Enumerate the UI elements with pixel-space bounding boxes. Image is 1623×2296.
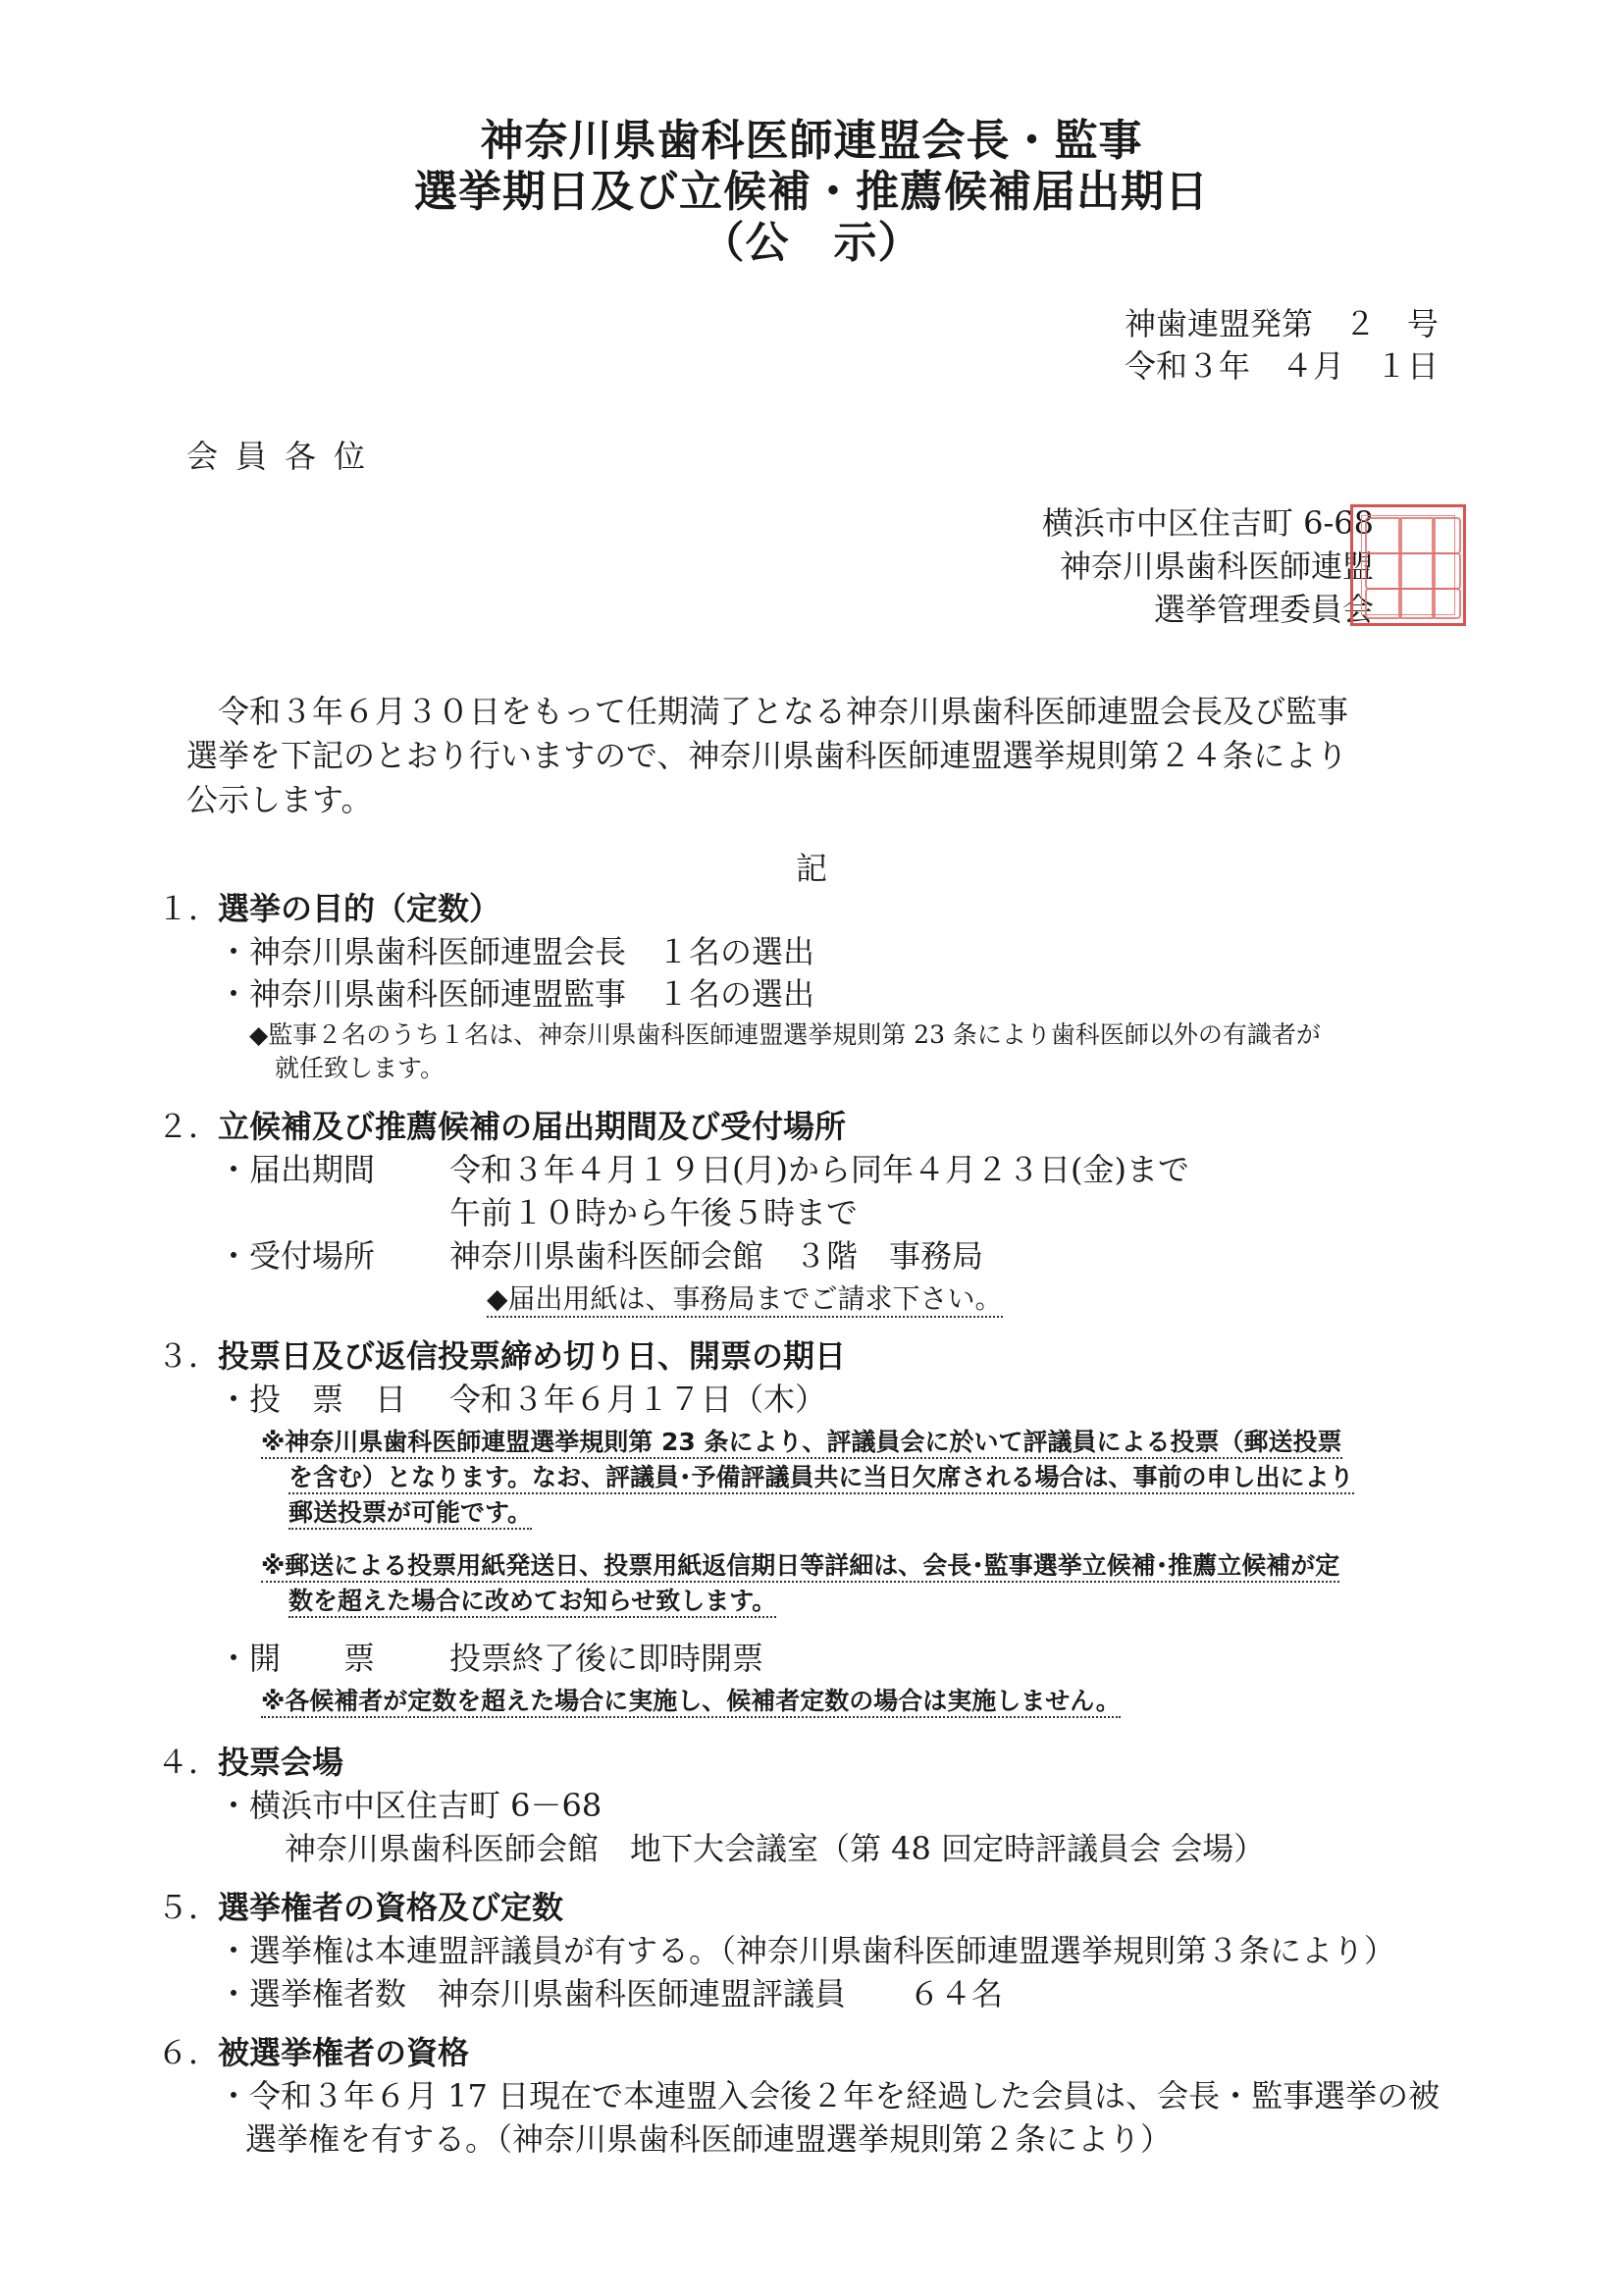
- ki-heading: 記: [795, 850, 827, 887]
- s2-period-label: ・届出期間: [218, 1151, 376, 1188]
- s3-vote-label: ・投 票 日: [218, 1381, 407, 1418]
- s3-count-label: ・開 票: [218, 1640, 376, 1677]
- issuer-address: 横浜市中区住吉町 6-68: [1041, 504, 1374, 542]
- salutation: 会員各位: [186, 438, 384, 475]
- s5-line-2: ・選挙権者数 神奈川県歯科医師連盟評議員 ６４名: [218, 1975, 1004, 2012]
- section-2-heading: [157, 1107, 846, 1146]
- red-seal-stamp-icon: [1350, 504, 1466, 626]
- section-6-number: ６．: [157, 2034, 221, 2071]
- s3-note-3: ※各候補者が定数を超えた場合に実施し、候補者定数の場合は実施しません。: [261, 1687, 1121, 1718]
- section-6-title: 被選挙権者の資格: [218, 2034, 470, 2071]
- section-5-number: ５．: [157, 1889, 221, 1926]
- reference-number: 神歯連盟発第 ２ 号: [1124, 305, 1439, 342]
- section-5-heading: [157, 1888, 563, 1927]
- intro-line-3: 公示します。: [186, 781, 373, 818]
- section-4-number: ４．: [157, 1744, 221, 1781]
- s2-note: ◆届出用紙は、事務局までご請求下さい。: [487, 1282, 1003, 1318]
- issuer-committee: 選挙管理委員会: [1153, 591, 1374, 628]
- section-3-heading: [157, 1336, 846, 1376]
- s3-note-1a: ※神奈川県歯科医師連盟選挙規則第 23 条により、評議員会に於いて評議員による投票（郵送投票: [261, 1428, 1342, 1459]
- s3-note-2b: 数を超えた場合に改めてお知らせ致します。: [288, 1587, 776, 1618]
- section-5-title: 選挙権者の資格及び定数: [218, 1889, 564, 1926]
- s5-line-1: ・選挙権は本連盟評議員が有する。（神奈川県歯科医師連盟選挙規則第３条により）: [218, 1932, 1396, 1969]
- section-3-number: ３．: [157, 1337, 221, 1375]
- s2-place-value: 神奈川県歯科医師会館 ３階 事務局: [449, 1237, 984, 1275]
- s2-period-value-2: 午前１０時から午後５時まで: [449, 1194, 859, 1231]
- issuer-organization: 神奈川県歯科医師連盟: [1059, 548, 1374, 585]
- s3-note-2a: ※郵送による投票用紙発送日、投票用紙返信期日等詳細は、会長･監事選挙立候補･推薦立候補が定: [261, 1551, 1339, 1583]
- s3-count-value: 投票終了後に即時開票: [449, 1640, 764, 1677]
- s4-line-2: 神奈川県歯科医師会館 地下大会議室（第 48 回定時評議員会 会場）: [285, 1830, 1266, 1867]
- s4-line-1: ・横浜市中区住吉町 6－68: [218, 1787, 602, 1824]
- section-1-heading: [157, 889, 500, 928]
- section-1-number: １．: [157, 890, 221, 927]
- s2-place-label: ・受付場所: [218, 1237, 376, 1275]
- intro-line-1: 令和３年６月３０日をもって任期満了となる神奈川県歯科医師連盟会長及び監事: [218, 693, 1349, 730]
- section-1-title: 選挙の目的（定数）: [218, 890, 501, 927]
- s1-note-2: 就任致します。: [275, 1054, 445, 1082]
- s2-period-value-1: 令和３年４月１９日(月)から同年４月２３日(金)まで: [449, 1151, 1189, 1188]
- s6-line-1: ・令和３年６月 17 日現在で本連盟入会後２年を経過した会員は、会長・監事選挙の被: [218, 2077, 1440, 2114]
- section-2-number: ２．: [157, 1108, 221, 1145]
- section-6-heading: [157, 2033, 469, 2072]
- section-4-title: 投票会場: [218, 1744, 344, 1781]
- reference-date: 令和３年 ４月 １日: [1124, 347, 1439, 385]
- section-4-heading: [157, 1743, 343, 1782]
- section-2-title: 立候補及び推薦候補の届出期間及び受付場所: [218, 1108, 847, 1145]
- s3-vote-value: 令和３年６月１７日（木）: [449, 1381, 827, 1418]
- s1-note-1: ◆監事２名のうち１名は、神奈川県歯科医師連盟選挙規則第 23 条により歯科医師以外の有識者が: [249, 1020, 1321, 1049]
- s1-item-1: ・神奈川県歯科医師連盟会長 １名の選出: [218, 933, 815, 970]
- s3-note-1b: を含む）となります。なお、評議員･予備評議員共に当日欠席される場合は、事前の申し出により: [288, 1463, 1354, 1494]
- title-line-3: （公 示）: [701, 218, 922, 268]
- s6-line-2: 選挙権を有する。（神奈川県歯科医師連盟選挙規則第２条により）: [245, 2120, 1173, 2158]
- section-3-title: 投票日及び返信投票締め切り日、開票の期日: [218, 1337, 847, 1375]
- title-line-2: 選挙期日及び立候補・推薦候補届出期日: [414, 167, 1209, 217]
- s3-note-1c: 郵送投票が可能です。: [288, 1498, 532, 1530]
- title-line-1: 神奈川県歯科医師連盟会長・監事: [480, 116, 1143, 166]
- intro-line-2: 選挙を下記のとおり行いますので、神奈川県歯科医師連盟選挙規則第２４条により: [186, 737, 1348, 774]
- s1-item-2: ・神奈川県歯科医師連盟監事 １名の選出: [218, 975, 815, 1013]
